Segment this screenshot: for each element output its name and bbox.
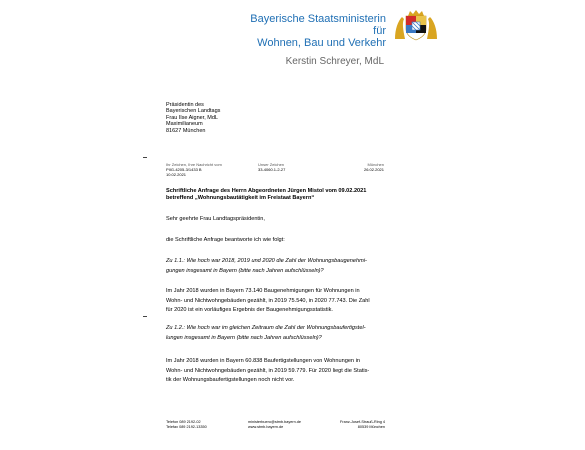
answer-line: für 2020 ist ein vorläufiges Ergebnis der Baugenehmigungsstatistik.	[166, 307, 333, 313]
reference-label: Unser Zeichen	[258, 162, 285, 167]
footer-line: Telefax 089 2192-13350	[166, 425, 207, 429]
minister-name: Kerstin Schreyer, MdL	[285, 56, 384, 67]
ministry-name-line2: Wohnen, Bau und Verkehr	[257, 37, 386, 49]
answer-1-1	[166, 287, 370, 316]
question-line: Zu 1.2.: Wie hoch war im gleichen Zeitraum die Zahl der Wohnungsbaufertigstel-	[166, 325, 366, 331]
footer-phone-fax	[166, 420, 207, 430]
intro-paragraph: die Schriftliche Anfrage beantworte ich wie folgt:	[166, 237, 285, 243]
question-line: Zu 1.1.: Wie hoch war 2018, 2019 und 2020 die Zahl der Wohnungsbaugenehmi-	[166, 258, 367, 264]
footer-contact	[248, 420, 301, 430]
address-line: Bayerischen Landtags	[166, 108, 221, 115]
reference-place-date	[358, 162, 384, 172]
question-1-2	[166, 324, 366, 343]
recipient-address	[166, 102, 220, 134]
footer-email[interactable]: ministerbuero@stmb.bayern.de	[248, 420, 302, 424]
reference-value: 10.02.2021	[166, 172, 187, 177]
reference-label: Ihr Zeichen, Ihre Nachricht vom	[166, 162, 222, 167]
fold-mark	[143, 316, 147, 317]
address-line: 81627 München	[166, 127, 206, 134]
answer-line: Wohn- und Nichtwohngebäuden gezählt, in 2019 75.540, in 2020 77.743. Die Zahl	[166, 297, 370, 304]
salutation: Sehr geehrte Frau Landtagspräsidentin,	[166, 216, 265, 222]
footer-website[interactable]: www.stmb.bayern.de	[248, 425, 284, 429]
answer-line: Im Jahr 2018 wurden in Bayern 60.838 Baufertigstellungen von Wohnungen in	[166, 358, 360, 364]
fold-mark	[143, 157, 147, 158]
reference-our-sign	[258, 162, 285, 172]
question-1-1	[166, 257, 367, 276]
subject-line: Schriftliche Anfrage des Herrn Abgeordneten Jürgen Mistol vom 09.02.2021	[166, 188, 367, 194]
reference-value: PIIG-4205-3/1433 B	[166, 167, 202, 172]
answer-1-2	[166, 357, 369, 386]
answer-line: tik der Wohnungsbaufertigstellungen noch nicht vor.	[166, 377, 295, 383]
footer-line: 80539 München	[357, 425, 385, 429]
ministry-name-line1: Bayerische Staatsministerin für	[250, 13, 386, 37]
address-line: Präsidentin des	[166, 102, 204, 108]
letter-subject	[166, 188, 366, 202]
footer-line: Telefon 089 2192-02	[166, 420, 201, 424]
bavarian-coat-of-arms-icon	[393, 9, 439, 41]
reference-value: 26.02.2021	[363, 167, 384, 172]
question-line: gungen insgesamt in Bayern (bitte nach Jahren aufschlüsseln)?	[166, 267, 324, 274]
reference-label: München	[367, 162, 384, 167]
subject-line: betreffend „Wohnungsbautätigkeit im Freistaat Bayern“	[166, 195, 315, 201]
question-line: lungen insgesamt in Bayern (bitte nach Jahren aufschlüsseln)?	[166, 334, 322, 341]
answer-line: Im Jahr 2018 wurden in Bayern 73.140 Baugenehmigungen für Wohnungen in	[166, 288, 360, 294]
reference-your-sign	[166, 162, 222, 177]
ministry-name	[246, 13, 386, 49]
address-line: Maximilianeum	[166, 121, 203, 128]
footer-line: Franz-Josef-Strauß-Ring 4	[340, 420, 385, 424]
reference-value: 33-4060.1-2-27	[258, 167, 286, 172]
address-line: Frau Ilse Aigner, MdL	[166, 114, 218, 121]
answer-line: Wohn- und Nichtwohngebäuden gezählt, in 2019 59.779. Für 2020 liegt die Statis-	[166, 367, 370, 374]
footer-address	[330, 420, 385, 430]
